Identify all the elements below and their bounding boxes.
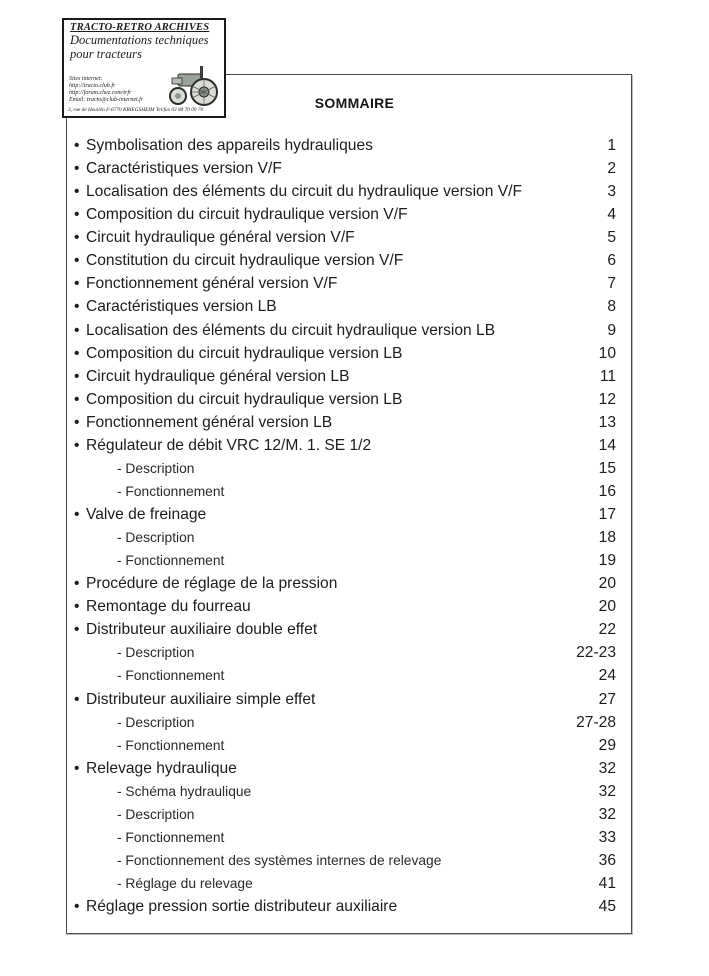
toc-item-label [74,690,315,710]
toc-item-text: Circuit hydraulique général version V/F [86,229,355,247]
bullet-icon: • [74,506,80,523]
toc-item-text: - Description [117,714,195,730]
toc-item-page: 8 [607,298,616,316]
toc-item-label [74,367,350,387]
toc-item-page: 5 [607,229,616,247]
toc-item-label [74,597,251,617]
toc-item-label [74,344,402,364]
bullet-icon: • [74,413,80,431]
toc-item [74,344,616,367]
toc-item [74,367,616,390]
toc-item-text: - Fonctionnement [117,483,225,499]
toc-subitem [74,828,616,851]
toc-item [74,159,616,182]
toc-item [74,436,616,459]
bullet-icon: • [74,690,80,708]
toc-item-text: Constitution du circuit hydraulique version V/F [86,252,404,270]
toc-item-page: 27-28 [576,713,616,731]
bullet-icon: • [74,344,80,362]
toc-item [74,321,616,344]
toc-item-label [117,736,224,756]
bullet-icon: • [74,252,80,270]
toc-item-page: 17 [598,506,616,523]
toc-item-page: 3 [607,183,616,201]
toc-item-page: 20 [598,598,616,616]
toc-item-text: Valve de freinage [86,506,207,523]
table-of-contents [74,136,616,920]
toc-item-page: 24 [598,667,616,685]
toc-item [74,228,616,251]
toc-item-text: - Réglage du relevage [117,876,253,891]
toc-subitem [74,666,616,689]
toc-item [74,597,616,620]
toc-item-page: 32 [598,805,616,823]
toc-item-page: 20 [598,575,616,593]
toc-item-page: 15 [598,459,616,477]
toc-subitem [74,528,616,551]
toc-item-label [74,321,495,341]
stamp-email: Email: tracto@club-internet.fr [69,97,144,103]
stamp-subtitle-line1: Documentations techniques [70,33,209,47]
toc-subitem [74,736,616,759]
toc-subitem [74,851,616,874]
toc-item-page: 29 [598,736,616,754]
toc-item-label [74,228,355,248]
toc-item-page: 12 [598,390,616,408]
toc-item [74,897,616,920]
toc-item-text: - Fonctionnement [117,737,225,753]
toc-item-label [74,413,332,433]
toc-item [74,574,616,597]
toc-item-label [74,205,408,225]
toc-item-label [74,620,317,640]
toc-item-text: Procédure de réglage de la pression [86,575,338,593]
toc-item-text: Réglage pression sortie distributeur auxiliaire [86,898,398,916]
toc-item-text: - Description [117,645,195,661]
toc-item [74,620,616,643]
toc-item-label [117,805,194,825]
toc-item-text: Composition du circuit hydraulique version LB [86,344,403,362]
bullet-icon: • [74,275,80,293]
toc-item-label [117,782,251,802]
bullet-icon: • [74,298,80,316]
toc-item-page: 27 [598,690,616,708]
toc-item-label [74,574,337,594]
toc-item-text: Distributeur auxiliaire double effet [86,621,318,639]
toc-subitem [74,713,616,736]
toc-item-text: Caractéristiques version LB [86,298,277,316]
bullet-icon: • [74,367,80,385]
bullet-icon: • [74,206,80,224]
toc-subitem [74,551,616,574]
toc-item [74,505,616,528]
toc-item-label [117,713,194,733]
page-title: SOMMAIRE [314,95,395,111]
toc-item-page: 22-23 [576,644,616,662]
toc-item-label [74,159,282,179]
toc-item-page: 32 [598,782,616,800]
toc-item [74,205,616,228]
toc-item-text: Symbolisation des appareils hydrauliques [86,137,373,154]
toc-item-label [117,459,194,479]
toc-item-page: 9 [607,321,616,339]
toc-item-page: 4 [607,206,616,224]
toc-item-page: 7 [607,275,616,293]
toc-item-label [117,643,194,663]
bullet-icon: • [74,598,80,616]
toc-item-text: Remontage du fourreau [86,598,251,616]
toc-item-label [117,828,224,848]
stamp-site2: http://forum.chez.com/trfr [69,90,132,96]
toc-item-text: Composition du circuit hydraulique version LB [86,390,403,408]
toc-item-text: Distributeur auxiliaire simple effet [86,690,316,708]
bullet-icon: • [74,621,80,639]
stamp-subtitle-line2: pour tracteurs [70,47,142,61]
toc-item-page: 19 [598,552,616,570]
toc-item-label [117,551,224,571]
toc-item [74,297,616,320]
toc-item-text: - Fonctionnement [117,668,225,684]
toc-item-text: Régulateur de débit VRC 12/M. 1. SE 1/2 [86,436,372,454]
toc-subitem [74,482,616,505]
toc-item-text: Composition du circuit hydraulique version V/F [86,206,408,224]
bullet-icon: • [74,137,80,154]
stamp-sites-label: Sites internet: [69,76,103,82]
toc-item-page: 14 [598,436,616,454]
toc-item-label [117,482,224,502]
toc-item-label [74,182,522,202]
toc-item [74,182,616,205]
toc-item-text: - Fonctionnement des systèmes internes de relevage [117,852,442,868]
toc-item-text: Circuit hydraulique général version LB [86,367,350,385]
toc-item [74,413,616,436]
toc-item-page: 6 [607,252,616,270]
toc-item-label [74,251,403,271]
bullet-icon: • [74,436,80,454]
toc-item-page: 18 [598,529,616,547]
toc-item-label [117,528,194,548]
toc-item [74,759,616,782]
toc-item-page: 45 [598,898,616,916]
toc-item-page: 11 [599,367,616,385]
toc-item-text: - Description [117,460,195,476]
toc-subitem [74,782,616,805]
toc-item-page: 10 [598,344,616,362]
toc-item-label [74,759,237,779]
toc-item-text: - Description [117,530,195,546]
toc-item [74,274,616,297]
toc-item-page: 22 [598,621,616,639]
bullet-icon: • [74,575,80,593]
stamp-address: 3, rue de Heuilén F-6770 KRIEGSHEIM Tel/fax 03 88 70 00 70 [68,107,204,113]
bullet-icon: • [74,160,80,178]
toc-item-text: Localisation des éléments du circuit hydraulique version LB [86,321,496,339]
toc-item-label [117,874,253,894]
bullet-icon: • [74,759,80,777]
stamp-site1: http://tracto.club.fr [69,83,116,89]
toc-item-label [74,390,402,410]
bullet-icon: • [74,229,80,247]
toc-subitem [74,874,616,897]
toc-item-page: 2 [607,160,616,178]
toc-item-text: Relevage hydraulique [86,759,237,777]
toc-item-text: Caractéristiques version V/F [86,160,282,178]
toc-subitem [74,805,616,828]
toc-item-label [74,505,206,525]
toc-item-text: - Fonctionnement [117,829,225,845]
toc-item [74,390,616,413]
bullet-icon: • [74,390,80,408]
toc-item-label [74,436,371,456]
toc-item-text: - Schéma hydraulique [117,783,252,799]
toc-item-page: 1 [607,137,616,154]
toc-item-page: 32 [598,759,616,777]
toc-item-label [74,297,277,317]
toc-item-label [74,136,373,156]
bullet-icon: • [74,898,80,916]
toc-item [74,251,616,274]
toc-item-page: 33 [598,828,616,846]
toc-item-text: - Fonctionnement [117,553,225,569]
toc-item-text: Fonctionnement général version LB [86,413,333,431]
toc-item-label [117,851,441,871]
toc-subitem [74,459,616,482]
toc-item-page: 36 [598,851,616,869]
toc-item-page: 13 [598,413,616,431]
bullet-icon: • [74,321,80,339]
toc-item [74,690,616,713]
toc-item [74,136,616,159]
toc-item-text: - Description [117,806,195,822]
toc-item-page: 16 [598,482,616,500]
toc-item-label [74,897,397,917]
toc-item-label [74,274,337,294]
stamp-title: TRACTO-RETRO ARCHIVES [70,22,210,33]
toc-item-text: Fonctionnement général version V/F [86,275,338,293]
toc-item-page: 41 [598,875,616,892]
toc-subitem [74,643,616,666]
bullet-icon: • [74,183,80,201]
toc-item-text: Localisation des éléments du circuit du hydraulique version V/F [86,183,522,201]
toc-item-label [117,666,224,686]
